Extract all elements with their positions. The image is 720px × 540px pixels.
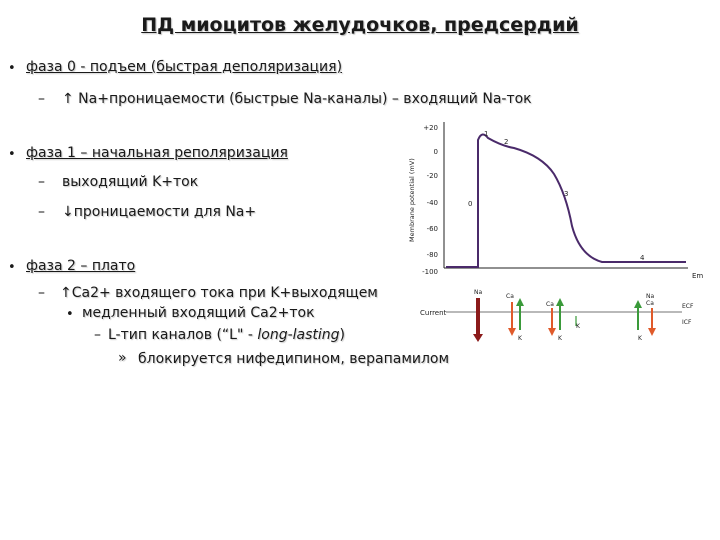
phase1-subitem-2: ↓проницаемости для Na+ [62,204,257,220]
y-tick-plus20: +20 [423,124,438,132]
bullet-phase2: • [8,260,16,275]
y-tick-minus100: -100 [422,268,438,276]
dash-channel-type: – [94,327,101,343]
phase0-subitem: ↑ Na+проницаемости (быстрые Na-каналы) – входящий Na-ток [62,91,532,107]
phase1-subitem-1: выходящий K+ток [62,174,199,190]
bullet-phase1: • [8,147,16,162]
phase2-subitem: ↑Ca2+ входящего тока при K+выходящем [60,285,378,301]
k-current-arrowhead-4 [634,300,642,308]
y-tick-minus40: -40 [426,199,438,207]
arrow-blocker: » [118,350,127,366]
icf-label: ICF [682,319,692,326]
k-current-arrowhead-1 [516,298,524,306]
dash-phase1-sub1: – [38,174,45,190]
ion-label-ca-3: Ca [646,300,654,307]
dash-phase2-sub: – [38,285,45,301]
y-tick-minus20: -20 [426,172,438,180]
ca-current-arrowhead-1 [508,328,516,336]
channel-type-italic: long-lasting [257,327,340,343]
phase-label-1: 1 [484,130,489,138]
action-potential-trace [446,134,686,267]
ion-label-k-1: K [518,335,522,342]
phase-label-0: 0 [468,200,473,208]
k-current-arrowhead-2 [556,298,564,306]
y-tick-0: 0 [433,148,438,156]
phase-label-2: 2 [504,138,509,146]
current-label: Current [420,309,447,317]
y-tick-minus60: -60 [426,225,438,233]
ion-label-na-1: Na [474,289,483,296]
em-label: Em [692,272,704,280]
y-tick-minus80: -80 [426,251,438,259]
phase-label-4: 4 [640,254,645,262]
dash-phase0-sub: – [38,91,45,107]
action-potential-figure [402,116,712,346]
phase2-heading: фаза 2 – плато [26,258,136,274]
ion-label-k-4: K [638,335,642,342]
action-potential-svg [402,116,712,346]
y-tick-labels [422,124,438,276]
phase2-subsubitem: медленный входящий Ca2+ток [82,305,315,321]
channel-type-suffix: ) [339,327,345,343]
ion-label-ca-2: Ca [546,301,554,308]
ion-label-k-3: K [576,323,580,330]
naca-current-arrowhead [648,328,656,336]
slide-title: ПД миоцитов желудочков, предсердий [141,14,579,36]
bullet-phase0: • [8,61,16,76]
phase1-heading: фаза 1 – начальная реполяризация [26,145,288,161]
ca-current-arrowhead-2 [548,328,556,336]
ion-label-ca-1: Ca [506,293,514,300]
y-axis-label: Membrane potential (mV) [408,158,416,242]
blocker-line: блокируется нифедипином, верапамилом [138,351,450,367]
bullet-phase2-subsub: • [66,307,74,322]
phase-label-3: 3 [564,190,569,198]
ecf-label: ECF [682,303,694,310]
ion-label-na-2: Na [646,293,655,300]
dash-phase1-sub2: – [38,204,45,220]
phase0-heading: фаза 0 - подъем (быстрая деполяризация) [26,59,343,75]
na-current-arrowhead [473,334,483,342]
channel-type-prefix: L-тип каналов (“L" - [108,327,258,343]
ion-label-k-2: K [558,335,562,342]
channel-type-line [108,327,345,343]
